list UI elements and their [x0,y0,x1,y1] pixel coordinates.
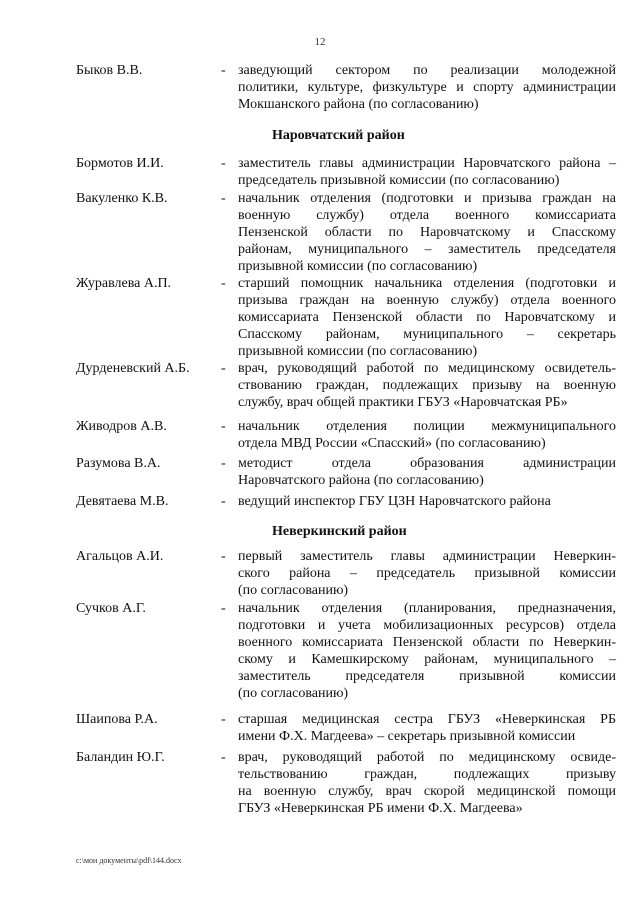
member-name: Быков В.В. [76,63,143,78]
member-role [238,275,616,360]
file-path-footer: c:\мои документы\pdf\144.docx [76,856,182,865]
role-line: заместитель председателя призывной комиссии [238,669,616,684]
role-line: первый заместитель главы администрации Неверкин- [238,549,616,564]
member-name: Журавлева А.П. [76,276,172,291]
role-line: (по согласованию) [238,686,349,701]
separator-dash: - [221,494,226,509]
role-line: призывной комиссии (по согласованию) [238,259,478,274]
role-line: старший помощник начальника отделения (подготовки и [238,276,616,291]
role-line: тельствованию граждан, подлежащих призыву [238,767,616,782]
role-line: начальник отделения полиции межмуниципального [238,419,616,434]
separator-dash: - [221,750,226,765]
role-line: военную службу) отдела военного комиссариата [238,208,616,223]
member-name: Сучков А.Г. [76,601,146,616]
member-name: Живодров А.В. [76,419,167,434]
member-role [238,455,616,489]
role-line: ГБУЗ «Неверкинская РБ имени Ф.Х. Магдеева» [238,801,523,816]
role-line: отдела МВД России «Спасский» (по согласованию) [238,436,546,451]
member-name: Дурденевский А.Б. [76,361,190,376]
page-number: 12 [314,36,326,48]
role-line: врач, руководящий работой по медицинскому освиде- [238,750,616,765]
role-line: председатель призывной комиссии (по согласованию) [238,173,560,188]
role-line: политики, культуре, физкультуре и спорту администрации [238,80,616,95]
role-line: начальник отделения (подготовки и призыва граждан на [238,191,616,206]
member-role [238,548,616,599]
separator-dash: - [221,361,226,376]
member-role [238,418,616,452]
role-line: старшая медицинская сестра ГБУЗ «Неверкинская РБ [238,712,616,727]
separator-dash: - [221,419,226,434]
separator-dash: - [221,191,226,206]
role-line: имени Ф.Х. Магдеева» – секретарь призывной комиссии [238,729,576,744]
role-line: призыва граждан на военную службу) отдела военного [238,293,616,308]
role-line: районам, муниципального – заместитель председателя [238,242,616,257]
separator-dash: - [221,456,226,471]
member-name: Разумова В.А. [76,456,161,471]
role-line: комиссариата Пензенской области по Наровчатскому и [238,310,616,325]
role-line: врач, руководящий работой по медицинскому освидетель- [238,361,616,376]
role-line: методист отдела образования администрации [238,456,616,471]
role-line: на военную службу, врач скорой медицинской помощи [238,784,616,799]
separator-dash: - [221,276,226,291]
member-name: Баландин Ю.Г. [76,750,165,765]
member-role [238,155,616,189]
separator-dash: - [221,712,226,727]
role-line: начальник отделения (планирования, предназначения, [238,601,616,616]
member-name: Агальцов А.И. [76,549,164,564]
role-line: подготовки и учета мобилизационных ресурсов) отдела [238,618,616,633]
member-role [238,493,616,510]
role-line: заведующий сектором по реализации молодежной [238,63,616,78]
role-line: Мокшанского района (по согласованию) [238,97,479,112]
role-line: службу, врач общей практики ГБУЗ «Наровчатская РБ» [238,395,568,410]
member-role [238,711,616,745]
separator-dash: - [221,549,226,564]
role-line: заместитель главы администрации Наровчатского района – [238,156,616,171]
role-line: ведущий инспектор ГБУ ЦЗН Наровчатского района [238,494,551,509]
role-line: ствованию граждан, подлежащих призыву на военную [238,378,616,393]
role-line: скому и Камешкирскому районам, муниципального – [238,652,616,667]
role-line: Пензенской области по Наровчатскому и Спасскому [238,225,616,240]
role-line: ского района – председатель призывной комиссии [238,566,616,581]
role-line: Наровчатского района (по согласованию) [238,473,484,488]
role-line: призывной комиссии (по согласованию) [238,344,478,359]
member-name: Шаипова Р.А. [76,712,158,727]
member-name: Вакуленко К.В. [76,191,168,206]
member-role [238,749,616,817]
separator-dash: - [221,156,226,171]
district-heading: Наровчатский район [272,128,405,143]
role-line: военного комиссариата Пензенской области по Неверкин- [238,635,616,650]
role-line: Спасскому районам, муниципального – секретарь [238,327,616,342]
member-role [238,360,616,411]
district-heading: Неверкинский район [272,524,407,539]
member-role [238,62,616,113]
member-name: Девятаева М.В. [76,494,169,509]
member-role [238,600,616,702]
separator-dash: - [221,63,226,78]
role-line: (по согласованию) [238,583,349,598]
member-role [238,190,616,275]
member-name: Бормотов И.И. [76,156,164,171]
separator-dash: - [221,601,226,616]
